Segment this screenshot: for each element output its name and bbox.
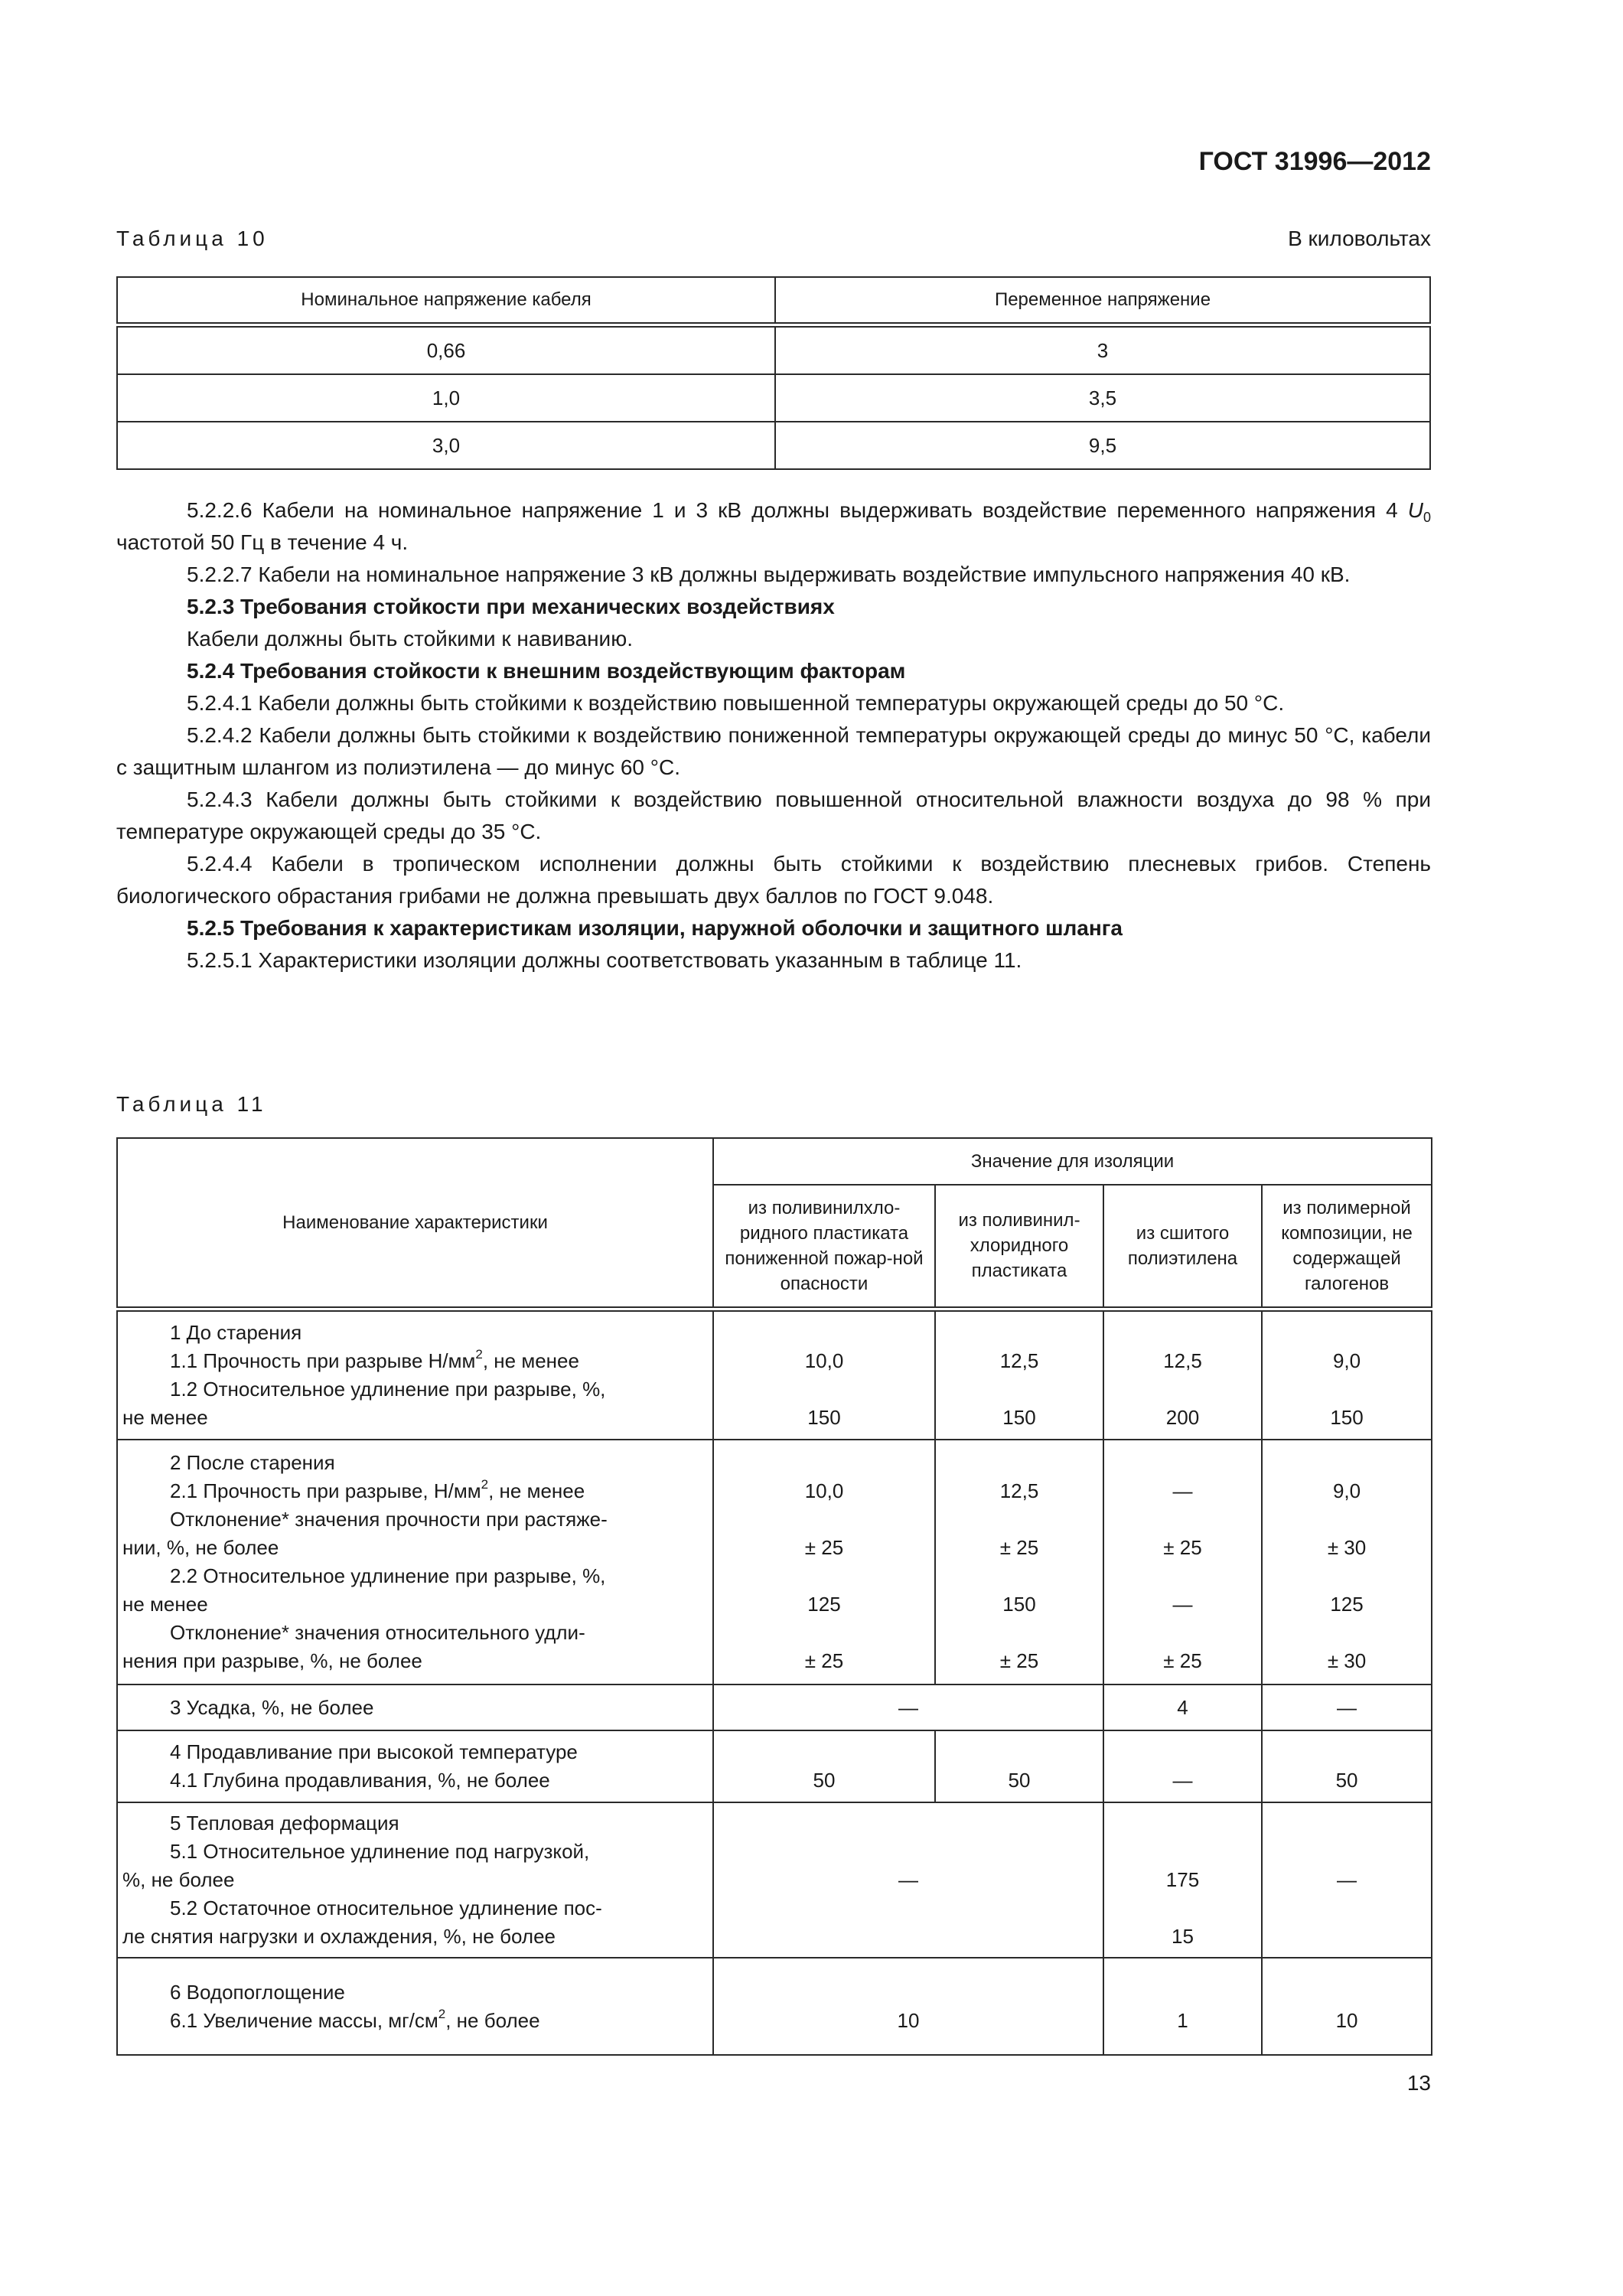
value: 50 [1335, 1769, 1358, 1792]
paragraph-5-2-4-4: 5.2.4.4 Кабели в тропическом исполнении должны быть стойкими к воздействию плесневых грибов. Степень биологического обрастания грибами не должна превышать двух баллов по ГОСТ 9.048. [116, 852, 1431, 908]
value: 12,5 [1163, 1349, 1202, 1372]
superscript: 2 [475, 1346, 483, 1362]
value: 1 [1177, 2008, 1188, 2032]
row-2-pvc [935, 1440, 1103, 1684]
heading-5-2-3: 5.2.3 Требования стойкости при механических воздействиях [187, 595, 835, 618]
value: 125 [1330, 1593, 1364, 1616]
value: 9,0 [1332, 1349, 1361, 1372]
row-text: Отклонение* значения прочности при растяже- [170, 1508, 608, 1531]
row-text: не менее [122, 1593, 208, 1616]
document-code: ГОСТ 31996—2012 [1198, 147, 1431, 176]
value: ± 25 [804, 1536, 844, 1559]
symbol-subscript: 0 [1423, 510, 1431, 525]
row-text [122, 1347, 705, 1375]
table-row [117, 1730, 1432, 1802]
row-1-xlpe [1103, 1309, 1262, 1440]
row-text: ле снятия нагрузки и охлаждения, %, не более [122, 1925, 556, 1948]
value: 12,5 [999, 1479, 1039, 1502]
paragraph-5-2-4-1: 5.2.4.1 Кабели должны быть стойкими к воздействию повышенной температуры окружающей среды до 50 °С. [187, 691, 1285, 715]
row-text: 1.2 Относительное удлинение при разрыве, %, [170, 1377, 606, 1401]
paragraph-5-2-2-7: 5.2.2.7 Кабели на номинальное напряжение 3 кВ должны выдерживать воздействие импульсного напряжения 40 кВ. [187, 563, 1351, 586]
row-2-pvc-fr [713, 1440, 935, 1684]
row-1-halogen-free [1262, 1309, 1432, 1440]
superscript: 2 [438, 2006, 446, 2021]
value: — [1172, 1769, 1193, 1792]
row-text-part: , не менее [482, 1349, 579, 1372]
value: 125 [807, 1593, 841, 1616]
table-11 [116, 1137, 1432, 2056]
row-3-name [117, 1684, 713, 1730]
value: — [1172, 1479, 1193, 1502]
paragraph-text: частотой 50 Гц в течение 4 ч. [116, 530, 409, 554]
row-text: 5.1 Относительное удлинение под нагрузкой, [170, 1840, 590, 1863]
table-10-title: Таблица 10 [116, 227, 269, 250]
value: ± 25 [999, 1649, 1039, 1672]
symbol-u: U [1407, 498, 1423, 522]
paragraph-5-2-5-1: 5.2.5.1 Характеристики изоляции должны соответствовать указанным в таблице 11. [187, 948, 1022, 972]
table-row [117, 1309, 1432, 1440]
paragraph-5-2-4-2: 5.2.4.2 Кабели должны быть стойкими к воздействию пониженной температуры окружающей среды до минус 50 °С, кабели с защитным шлангом из полиэтилена — до минус 60 °С. [116, 723, 1431, 779]
row-2-halogen-free [1262, 1440, 1432, 1684]
value: 200 [1165, 1405, 1200, 1429]
row-4-xlpe [1103, 1730, 1262, 1802]
superscript: 2 [481, 1477, 489, 1492]
table-10-units: В киловольтах [1288, 227, 1431, 250]
row-text: 6 Водопоглощение [170, 1980, 345, 2004]
row-text-part: 6.1 Увеличение массы, мг/см [170, 2008, 438, 2032]
table-cell: 9,5 [775, 422, 1430, 469]
table-cell: 3 [775, 325, 1430, 375]
paragraph-5-2-3: Кабели должны быть стойкими к навиванию. [187, 627, 633, 651]
body-text [116, 494, 1431, 977]
row-text [122, 1477, 705, 1505]
row-text: 5 Тепловая деформация [170, 1812, 399, 1835]
row-4-name [117, 1730, 713, 1802]
value: 10,0 [804, 1349, 844, 1372]
row-3-pvc-merged: — [713, 1684, 1103, 1730]
table-cell: 3,0 [117, 422, 775, 469]
row-2-name [117, 1440, 713, 1684]
table-10-header-nominal: Номинальное напряжение кабеля [117, 277, 775, 325]
table-cell: 0,66 [117, 325, 775, 375]
row-5-xlpe [1103, 1802, 1262, 1958]
row-text: 1 До старения [170, 1320, 302, 1344]
value: 150 [807, 1405, 841, 1429]
row-1-pvc-fr [713, 1309, 935, 1440]
row-text: не менее [122, 1405, 208, 1429]
table-row [117, 1802, 1432, 1958]
value: 150 [1002, 1405, 1036, 1429]
row-5-pvc-merged: — [713, 1802, 1103, 1958]
row-text [122, 2007, 705, 2035]
value: — [1172, 1593, 1193, 1616]
row-text: 5.2 Остаточное относительное удлинение пос- [170, 1896, 602, 1919]
row-text-part: , не более [445, 2008, 540, 2032]
row-4-pvc-fr [713, 1730, 935, 1802]
row-text: нения при разрыве, %, не более [122, 1649, 422, 1672]
row-5-halogen-free: — [1262, 1802, 1432, 1958]
row-5-name [117, 1802, 713, 1958]
table-cell: 3,5 [775, 374, 1430, 422]
row-text: Отклонение* значения относительного удли- [170, 1621, 585, 1644]
value: ± 25 [804, 1649, 844, 1672]
row-6-pvc-merged [713, 1958, 1103, 2055]
table-11-header-group: Значение для изоляции [713, 1138, 1432, 1185]
value: ± 25 [999, 1536, 1039, 1559]
paragraph-5-2-4-3: 5.2.4.3 Кабели должны быть стойкими к воздействию повышенной относительной влажности воздуха до 98 % при температуре окружающей среды до 35 °С. [116, 788, 1431, 843]
table-11-header-xlpe: из сшитого полиэтилена [1103, 1185, 1262, 1309]
heading-5-2-4: 5.2.4 Требования стойкости к внешним воздействующим факторам [187, 659, 906, 683]
row-3-xlpe: 4 [1103, 1684, 1262, 1730]
row-3-halogen-free: — [1262, 1684, 1432, 1730]
value: 150 [1330, 1405, 1364, 1429]
row-text: %, не более [122, 1868, 235, 1891]
heading-5-2-5: 5.2.5 Требования к характеристикам изоляции, наружной оболочки и защитного шланга [187, 916, 1123, 940]
row-text-part: 1.1 Прочность при разрыве Н/мм [170, 1349, 476, 1372]
value: 50 [1008, 1769, 1031, 1792]
row-text-part: 2.1 Прочность при разрыве, Н/мм [170, 1479, 481, 1502]
table-10-header-ac: Переменное напряжение [775, 277, 1430, 325]
row-text: 4 Продавливание при высокой температуре [170, 1740, 578, 1763]
row-text-part: , не менее [488, 1479, 585, 1502]
row-4-halogen-free [1262, 1730, 1432, 1802]
value: 10 [1335, 2008, 1358, 2032]
table-row [117, 325, 1430, 375]
value: 150 [1002, 1593, 1036, 1616]
value: ± 30 [1327, 1536, 1367, 1559]
value: 10 [897, 2008, 920, 2032]
row-text: 3 Усадка, %, не более [170, 1695, 374, 1719]
paragraph-text: 5.2.2.6 Кабели на номинальное напряжение 1 и 3 кВ должны выдерживать воздействие переменного напряжения 4 [187, 498, 1408, 522]
table-11-header-pvc-fr: из поливинилхло-ридного пластиката пониженной пожар-ной опасности [713, 1185, 935, 1309]
table-row [117, 1958, 1432, 2055]
table-row [117, 1684, 1432, 1730]
row-2-xlpe [1103, 1440, 1262, 1684]
row-1-pvc [935, 1309, 1103, 1440]
value: ± 30 [1327, 1649, 1367, 1672]
table-row [117, 422, 1430, 469]
value: 175 [1165, 1868, 1200, 1891]
row-6-name [117, 1958, 713, 2055]
row-6-xlpe [1103, 1958, 1262, 2055]
table-row [117, 1440, 1432, 1684]
value: 10,0 [804, 1479, 844, 1502]
row-text: нии, %, не более [122, 1536, 279, 1559]
table-row [117, 374, 1430, 422]
row-text: 2 После старения [170, 1451, 335, 1474]
table-11-header-halogen-free: из полимерной композиции, не содержащей галогенов [1262, 1185, 1432, 1309]
table-11-title: Таблица 11 [116, 1092, 267, 1116]
table-11-header-pvc: из поливинил-хлоридного пластиката [935, 1185, 1103, 1309]
value: 15 [1172, 1925, 1194, 1948]
value: ± 25 [1163, 1536, 1202, 1559]
row-text: 4.1 Глубина продавливания, %, не более [170, 1769, 550, 1792]
page-number: 13 [1406, 2071, 1431, 2095]
row-6-halogen-free [1262, 1958, 1432, 2055]
value: 9,0 [1332, 1479, 1361, 1502]
value: ± 25 [1163, 1649, 1202, 1672]
table-cell: 1,0 [117, 374, 775, 422]
row-4-pvc [935, 1730, 1103, 1802]
value: 50 [813, 1769, 836, 1792]
paragraph-5-2-2-6 [116, 494, 1431, 559]
table-10 [116, 276, 1431, 470]
row-text: 2.2 Относительное удлинение при разрыве, %, [170, 1564, 606, 1587]
row-1-name [117, 1309, 713, 1440]
table-11-header-name: Наименование характеристики [117, 1138, 713, 1309]
value: 12,5 [999, 1349, 1039, 1372]
